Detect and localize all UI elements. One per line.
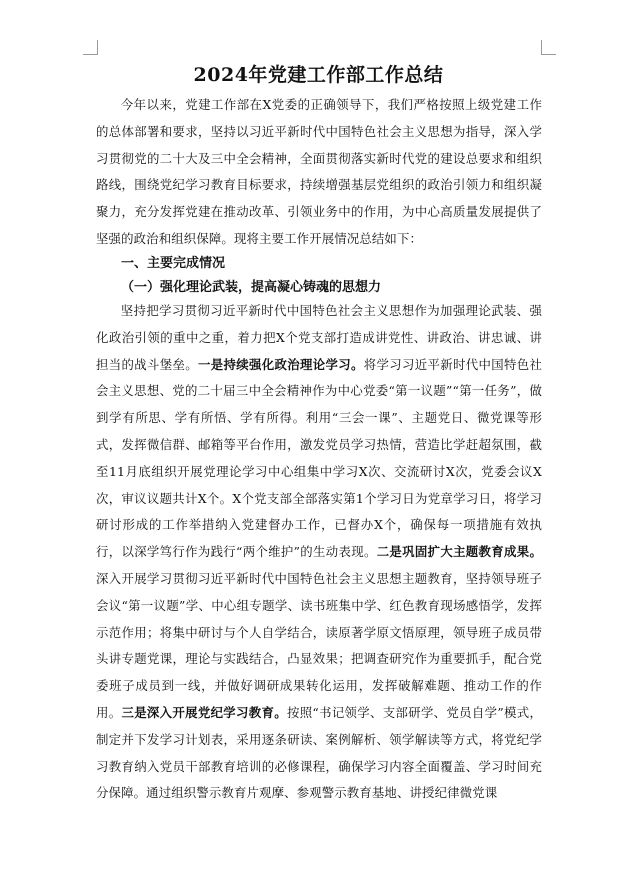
intro-paragraph: 今年以来，党建工作部在X党委的正确领导下，我们严格按照上级党建工作的总体部署和要求，坚持以习近平新时代中国特色社会主义思想为指导，深入学习贯彻党的二十大及三中全会精神，全面贯彻落实新时代党的建设总要求和组织路线，围绕党纪学习教育目标要求，持续增强基层党组织的政治引领力和组织凝聚力，充分发挥党建在推动改革、引领业务中的作用，为中心高质量发展提供了坚强的政治和组织保障。现将主要工作开展情况总结如下： [96,97,542,246]
crop-mark-top-right-v [541,40,542,55]
section-heading: 一、主要完成情况 [121,256,226,271]
paragraph-text: 坚持把学习贯彻习近平新时代中国特色社会主义思想作为加强理论武装、强化政治引领的重中之重，着力把X个党支部打造成讲党性、讲政治、讲忠诚、讲担当的战斗堡垒。 [96,303,542,372]
document-title: 2024年党建工作部工作总结 [193,64,444,86]
bold-lead-3: 三是深入开展党纪学习教育。 [121,704,287,720]
bold-lead-1: 一是持续强化政治理论学习。 [198,356,364,372]
crop-mark-top-left-h [83,54,98,55]
paragraph-text: 将学习习近平新时代中国特色社会主义思想、党的二十届三中全会精神作为中心党委“第一议题”“第一任务”，做到学有所思、学有所悟、学有所得。利用“三会一课”、主题党日、微党课等形式，发挥微信群、邮箱等平台作用，激发党员学习热情，营造比学赶超氛围，截至11月底组织开展党理论学习中心组集中学习X次、交流研讨X次，党委会议X次，审议议题共计X个。X个党支部全部落实第1个学习日为党章学习日，将学习研讨形成的工作举措纳入党建督办工作，已督办X个，确保每一项措施有效执行，以深学笃行作为践行“两个维护”的生动表现。 [96,356,543,560]
bold-lead-2: 二是巩固扩大主题教育成果。 [376,544,542,560]
body-paragraph [96,298,542,807]
paragraph-text: 深入开展学习贯彻习近平新时代中国特色社会主义思想主题教育，坚持领导班子会议“第一议题”学、中心组专题学、读书班集中学、红色教育现场感悟学，发挥示范作用；将集中研讨与个人自学结合，读原著学原文悟原理，领导班子成员带头讲专题党课，理论与实践结合，凸显效果；把调查研究作为重要抓手，配合党委班子成员到一线，并做好调研成果转化运用，发挥破解难题、推动工作的作用。 [96,570,542,720]
crop-mark-top-right-h [541,54,556,55]
subsection-heading: （一）强化理论武装，提高凝心铸魂的思想力 [121,280,382,295]
crop-mark-top-left-v [97,40,98,55]
paragraph-text: 按照“书记领学、支部研学、党员自学”模式，制定并下发学习计划表，采用逐条研读、案例解析、领学解读等方式，将党纪学习教育纳入党员干部教育培训的必修课程，确保学习内容全面覆盖、学习时间充分保障。通过组织警示教育片观摩、参观警示教育基地、讲授纪律微党课 [96,704,542,801]
